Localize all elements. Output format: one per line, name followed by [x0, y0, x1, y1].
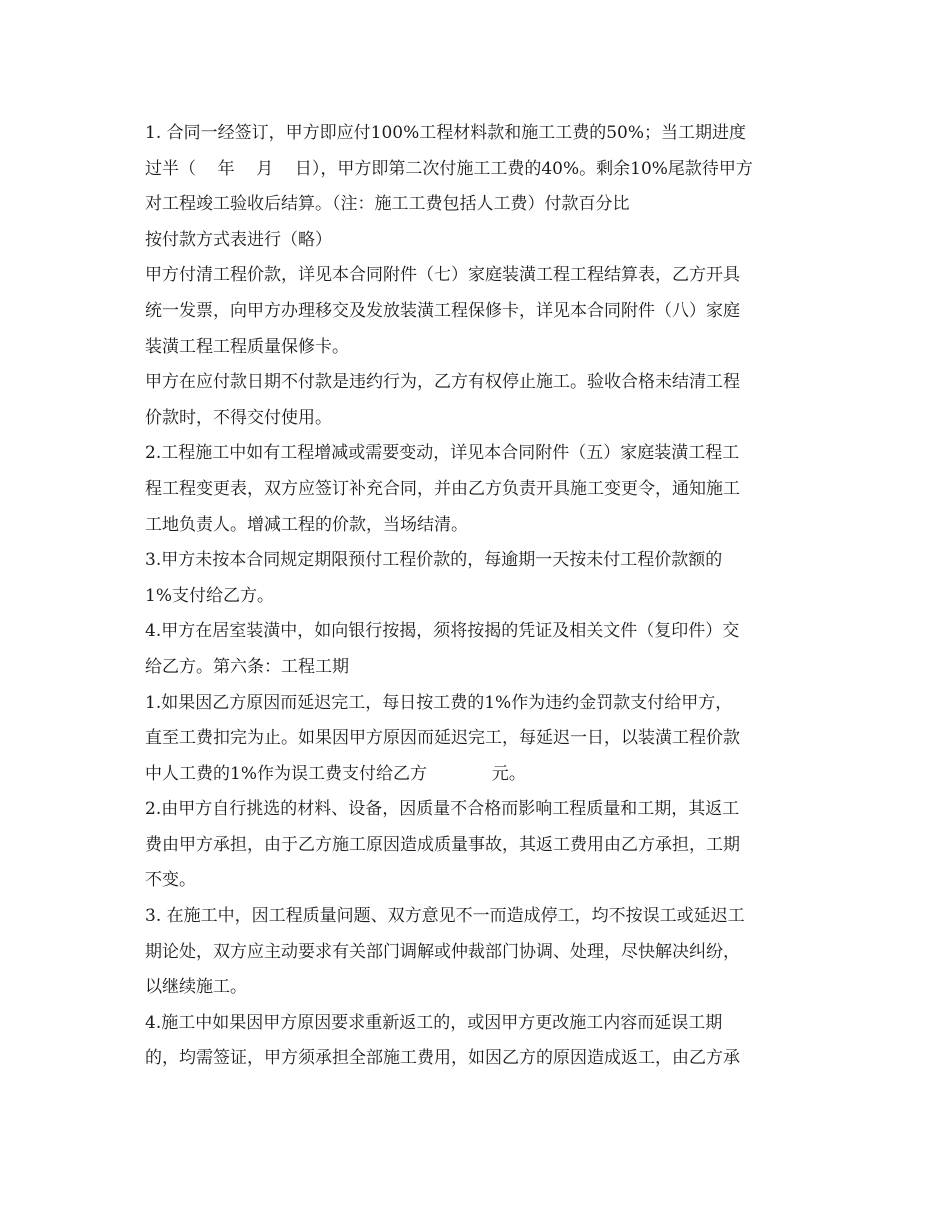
text-line: 1%支付给乙方。 — [145, 585, 274, 606]
text-line: 对工程竣工验收后结算。（注：施工工费包括人工费）付款百分比 — [145, 194, 630, 215]
text-line: 的，均需签证，甲方须承担全部施工费用，如因乙方的原因造成返工，由乙方承 — [145, 1048, 740, 1069]
text-line: 期论处，双方应主动要求有关部门调解或仲裁部门协调、处理，尽快解决纠纷， — [145, 941, 740, 962]
text-line: 中人工费的1%作为误工费支付给乙方 元。 — [145, 763, 526, 784]
text-line: 费由甲方承担，由于乙方施工原因造成质量事故，其返工费用由乙方承担，工期 — [145, 834, 740, 855]
text-line: 甲方在应付款日期不付款是违约行为，乙方有权停止施工。验收合格未结清工程 — [145, 372, 740, 393]
text-line: 工地负责人。增减工程的价款，当场结清。 — [145, 514, 468, 535]
text-line: 1. 合同一经签订，甲方即应付100%工程材料款和施工工费的50%；当工期进度 — [145, 123, 747, 143]
text-line: 装潢工程工程质量保修卡。 — [145, 336, 349, 357]
text-line: 不变。 — [145, 870, 196, 891]
text-line: 程工程变更表，双方应签订补充合同，并由乙方负责开具施工变更令，通知施工 — [145, 478, 740, 499]
text-line: 按付款方式表进行（略） — [145, 229, 332, 250]
text-line: 4.甲方在居室装潢中，如向银行按揭，须将按揭的凭证及相关文件（复印件）交 — [145, 621, 740, 642]
text-line: 直至工费扣完为止。如果因甲方原因而延迟完工，每延迟一日，以装潢工程价款 — [145, 728, 740, 749]
text-line: 过半（ 年 月 日），甲方即第二次付施工工费的40%。剩余10%尾款待甲方 — [145, 158, 753, 179]
text-line: 3. 在施工中，因工程质量问题、双方意见不一而造成停工，均不按误工或延迟工 — [145, 906, 745, 927]
text-line: 3.甲方未按本合同规定期限预付工程价款的，每逾期一天按未付工程价款额的 — [145, 550, 723, 571]
text-line: 统一发票，向甲方办理移交及发放装潢工程保修卡，详见本合同附件（八）家庭 — [145, 300, 740, 321]
text-line: 2.工程施工中如有工程增减或需要变动，详见本合同附件（五）家庭装潢工程工 — [145, 443, 740, 464]
text-line: 2.由甲方自行挑选的材料、设备，因质量不合格而影响工程质量和工期，其返工 — [145, 799, 740, 820]
text-line: 1.如果因乙方原因而延迟完工，每日按工费的1%作为违约金罚款支付给甲方， — [145, 692, 733, 713]
text-line: 以继续施工。 — [145, 977, 247, 998]
document-body — [145, 116, 815, 1077]
text-line: 甲方付清工程价款，详见本合同附件（七）家庭装潢工程工程结算表，乙方开具 — [145, 265, 740, 286]
text-line: 给乙方。第六条：工程工期 — [145, 656, 349, 677]
text-line: 价款时，不得交付使用。 — [145, 407, 332, 428]
text-line: 4.施工中如果因甲方原因要求重新返工的，或因甲方更改施工内容而延误工期 — [145, 1012, 723, 1033]
